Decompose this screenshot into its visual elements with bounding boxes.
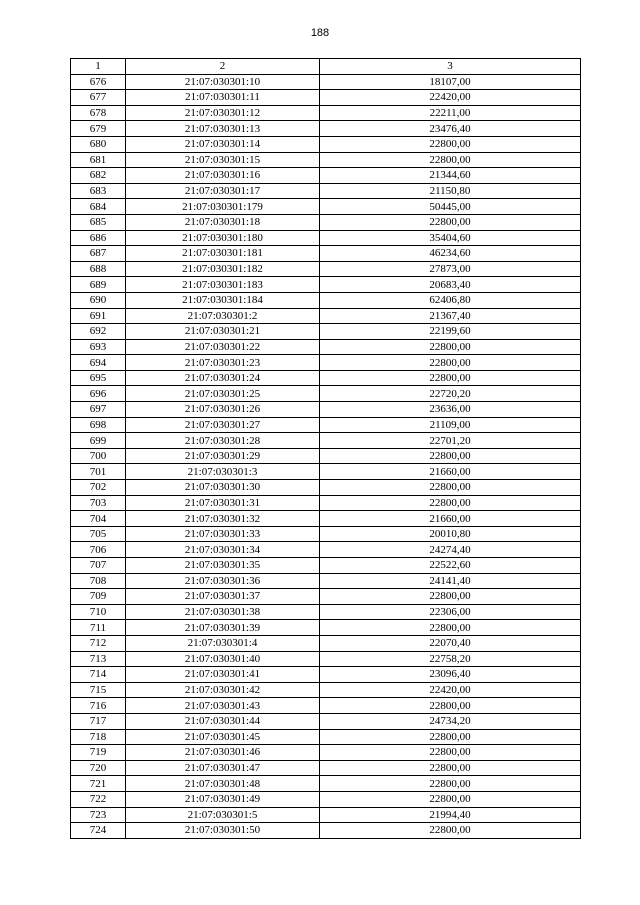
row-number-cell: 722: [71, 791, 126, 807]
table-row: [71, 199, 581, 215]
value-cell: 21344,60: [320, 168, 581, 184]
value-cell: 21660,00: [320, 511, 581, 527]
value-cell: 22800,00: [320, 370, 581, 386]
row-number-cell: 680: [71, 136, 126, 152]
row-number-cell: 711: [71, 620, 126, 636]
cadastral-number-cell: 21:07:030301:31: [126, 495, 320, 511]
row-number-cell: 719: [71, 745, 126, 761]
table-row: [71, 433, 581, 449]
row-number-cell: 695: [71, 370, 126, 386]
cadastral-number-cell: 21:07:030301:45: [126, 729, 320, 745]
value-cell: 22800,00: [320, 620, 581, 636]
table-row: [71, 308, 581, 324]
row-number-cell: 683: [71, 183, 126, 199]
row-number-cell: 702: [71, 480, 126, 496]
cadastral-number-cell: 21:07:030301:34: [126, 542, 320, 558]
cadastral-number-cell: 21:07:030301:12: [126, 105, 320, 121]
row-number-cell: 696: [71, 386, 126, 402]
cadastral-number-cell: 21:07:030301:180: [126, 230, 320, 246]
row-number-cell: 708: [71, 573, 126, 589]
value-cell: 22522,60: [320, 558, 581, 574]
value-cell: 21994,40: [320, 807, 581, 823]
value-cell: 22800,00: [320, 355, 581, 371]
cadastral-number-cell: 21:07:030301:27: [126, 417, 320, 433]
table-row: [71, 542, 581, 558]
row-number-cell: 685: [71, 214, 126, 230]
row-number-cell: 682: [71, 168, 126, 184]
row-number-cell: 684: [71, 199, 126, 215]
table-row: [71, 168, 581, 184]
column-header-2: 2: [126, 59, 320, 75]
table-row: [71, 807, 581, 823]
value-cell: 22306,00: [320, 604, 581, 620]
cadastral-number-cell: 21:07:030301:22: [126, 339, 320, 355]
table-row: [71, 152, 581, 168]
row-number-cell: 707: [71, 558, 126, 574]
row-number-cell: 697: [71, 402, 126, 418]
table-row: [71, 386, 581, 402]
value-cell: 22070,40: [320, 635, 581, 651]
row-number-cell: 718: [71, 729, 126, 745]
row-number-cell: 678: [71, 105, 126, 121]
row-number-cell: 704: [71, 511, 126, 527]
cadastral-number-cell: 21:07:030301:181: [126, 246, 320, 262]
row-number-cell: 694: [71, 355, 126, 371]
value-cell: 22800,00: [320, 823, 581, 839]
cadastral-number-cell: 21:07:030301:10: [126, 74, 320, 90]
table-row: [71, 729, 581, 745]
cadastral-number-cell: 21:07:030301:49: [126, 791, 320, 807]
table-row: [71, 246, 581, 262]
table-row: [71, 480, 581, 496]
row-number-cell: 677: [71, 90, 126, 106]
value-cell: 22800,00: [320, 448, 581, 464]
cadastral-number-cell: 21:07:030301:47: [126, 760, 320, 776]
table-row: [71, 370, 581, 386]
row-number-cell: 713: [71, 651, 126, 667]
value-cell: 27873,00: [320, 261, 581, 277]
row-number-cell: 698: [71, 417, 126, 433]
value-cell: 23636,00: [320, 402, 581, 418]
cadastral-number-cell: 21:07:030301:35: [126, 558, 320, 574]
table-row: [71, 495, 581, 511]
table-row: [71, 339, 581, 355]
row-number-cell: 701: [71, 464, 126, 480]
value-cell: 22800,00: [320, 214, 581, 230]
value-cell: 22758,20: [320, 651, 581, 667]
table-row: [71, 511, 581, 527]
value-cell: 22800,00: [320, 589, 581, 605]
table-row: [71, 121, 581, 137]
row-number-cell: 686: [71, 230, 126, 246]
cadastral-number-cell: 21:07:030301:39: [126, 620, 320, 636]
value-cell: 22800,00: [320, 776, 581, 792]
cadastral-number-cell: 21:07:030301:46: [126, 745, 320, 761]
table-row: [71, 713, 581, 729]
cadastral-number-cell: 21:07:030301:18: [126, 214, 320, 230]
row-number-cell: 724: [71, 823, 126, 839]
value-cell: 22800,00: [320, 495, 581, 511]
row-number-cell: 676: [71, 74, 126, 90]
column-header-1: 1: [71, 59, 126, 75]
cadastral-number-cell: 21:07:030301:32: [126, 511, 320, 527]
page-number: 188: [310, 27, 330, 39]
cadastral-number-cell: 21:07:030301:30: [126, 480, 320, 496]
cadastral-number-cell: 21:07:030301:5: [126, 807, 320, 823]
table-header: [71, 59, 581, 75]
value-cell: 22800,00: [320, 480, 581, 496]
value-cell: 22800,00: [320, 152, 581, 168]
value-cell: 22701,20: [320, 433, 581, 449]
value-cell: 22800,00: [320, 339, 581, 355]
cadastral-number-cell: 21:07:030301:41: [126, 667, 320, 683]
cadastral-number-cell: 21:07:030301:2: [126, 308, 320, 324]
column-header-3: 3: [320, 59, 581, 75]
table-row: [71, 214, 581, 230]
row-number-cell: 706: [71, 542, 126, 558]
table-row: [71, 776, 581, 792]
value-cell: 22199,60: [320, 324, 581, 340]
table-row: [71, 745, 581, 761]
value-cell: 22800,00: [320, 729, 581, 745]
cadastral-number-cell: 21:07:030301:15: [126, 152, 320, 168]
table-row: [71, 589, 581, 605]
value-cell: 18107,00: [320, 74, 581, 90]
row-number-cell: 691: [71, 308, 126, 324]
table-row: [71, 573, 581, 589]
row-number-cell: 720: [71, 760, 126, 776]
value-cell: 21150,80: [320, 183, 581, 199]
table-row: [71, 292, 581, 308]
row-number-cell: 710: [71, 604, 126, 620]
cadastral-number-cell: 21:07:030301:24: [126, 370, 320, 386]
row-number-cell: 723: [71, 807, 126, 823]
row-number-cell: 699: [71, 433, 126, 449]
cadastral-number-cell: 21:07:030301:17: [126, 183, 320, 199]
cadastral-number-cell: 21:07:030301:37: [126, 589, 320, 605]
row-number-cell: 714: [71, 667, 126, 683]
value-cell: 21660,00: [320, 464, 581, 480]
cadastral-number-cell: 21:07:030301:44: [126, 713, 320, 729]
table-row: [71, 324, 581, 340]
cadastral-number-cell: 21:07:030301:21: [126, 324, 320, 340]
cadastral-number-cell: 21:07:030301:42: [126, 682, 320, 698]
cadastral-number-cell: 21:07:030301:23: [126, 355, 320, 371]
value-cell: 24274,40: [320, 542, 581, 558]
table-row: [71, 667, 581, 683]
value-cell: 62406,80: [320, 292, 581, 308]
cadastral-number-cell: 21:07:030301:33: [126, 526, 320, 542]
cadastral-number-cell: 21:07:030301:183: [126, 277, 320, 293]
row-number-cell: 705: [71, 526, 126, 542]
table-row: [71, 604, 581, 620]
value-cell: 23096,40: [320, 667, 581, 683]
cadastral-number-cell: 21:07:030301:25: [126, 386, 320, 402]
cadastral-number-cell: 21:07:030301:14: [126, 136, 320, 152]
row-number-cell: 715: [71, 682, 126, 698]
table-row: [71, 136, 581, 152]
value-cell: 22800,00: [320, 760, 581, 776]
table-row: [71, 464, 581, 480]
cadastral-number-cell: 21:07:030301:3: [126, 464, 320, 480]
table-row: [71, 760, 581, 776]
cadastral-number-cell: 21:07:030301:182: [126, 261, 320, 277]
table-row: [71, 261, 581, 277]
cadastral-number-cell: 21:07:030301:38: [126, 604, 320, 620]
cadastral-number-cell: 21:07:030301:28: [126, 433, 320, 449]
row-number-cell: 721: [71, 776, 126, 792]
value-cell: 35404,60: [320, 230, 581, 246]
value-cell: 21367,40: [320, 308, 581, 324]
row-number-cell: 687: [71, 246, 126, 262]
row-number-cell: 679: [71, 121, 126, 137]
value-cell: 22800,00: [320, 136, 581, 152]
table-row: [71, 823, 581, 839]
cadastral-number-cell: 21:07:030301:4: [126, 635, 320, 651]
row-number-cell: 712: [71, 635, 126, 651]
value-cell: 22800,00: [320, 745, 581, 761]
cadastral-number-cell: 21:07:030301:13: [126, 121, 320, 137]
table-row: [71, 526, 581, 542]
value-cell: 22211,00: [320, 105, 581, 121]
cadastral-number-cell: 21:07:030301:36: [126, 573, 320, 589]
row-number-cell: 700: [71, 448, 126, 464]
value-cell: 46234,60: [320, 246, 581, 262]
value-cell: 24141,40: [320, 573, 581, 589]
data-table: [70, 58, 581, 839]
table-row: [71, 74, 581, 90]
value-cell: 20010,80: [320, 526, 581, 542]
cadastral-number-cell: 21:07:030301:179: [126, 199, 320, 215]
row-number-cell: 681: [71, 152, 126, 168]
cadastral-number-cell: 21:07:030301:26: [126, 402, 320, 418]
table-row: [71, 620, 581, 636]
value-cell: 23476,40: [320, 121, 581, 137]
row-number-cell: 716: [71, 698, 126, 714]
row-number-cell: 689: [71, 277, 126, 293]
row-number-cell: 703: [71, 495, 126, 511]
cadastral-number-cell: 21:07:030301:48: [126, 776, 320, 792]
value-cell: 22420,00: [320, 90, 581, 106]
table-row: [71, 558, 581, 574]
table-row: [71, 355, 581, 371]
cadastral-number-cell: 21:07:030301:50: [126, 823, 320, 839]
table-row: [71, 417, 581, 433]
value-cell: 22800,00: [320, 791, 581, 807]
table-row: [71, 682, 581, 698]
cadastral-number-cell: 21:07:030301:184: [126, 292, 320, 308]
table-header-row: [71, 59, 581, 75]
table-row: [71, 230, 581, 246]
row-number-cell: 690: [71, 292, 126, 308]
value-cell: 24734,20: [320, 713, 581, 729]
table-row: [71, 277, 581, 293]
value-cell: 22420,00: [320, 682, 581, 698]
table-row: [71, 448, 581, 464]
table-row: [71, 698, 581, 714]
value-cell: 21109,00: [320, 417, 581, 433]
table-row: [71, 90, 581, 106]
table-row: [71, 635, 581, 651]
row-number-cell: 717: [71, 713, 126, 729]
table-row: [71, 402, 581, 418]
row-number-cell: 688: [71, 261, 126, 277]
table-row: [71, 183, 581, 199]
cadastral-number-cell: 21:07:030301:40: [126, 651, 320, 667]
table-body: [71, 74, 581, 838]
table-row: [71, 651, 581, 667]
table-row: [71, 791, 581, 807]
value-cell: 22800,00: [320, 698, 581, 714]
table-row: [71, 105, 581, 121]
row-number-cell: 693: [71, 339, 126, 355]
cadastral-number-cell: 21:07:030301:16: [126, 168, 320, 184]
row-number-cell: 692: [71, 324, 126, 340]
cadastral-number-cell: 21:07:030301:29: [126, 448, 320, 464]
cadastral-number-cell: 21:07:030301:43: [126, 698, 320, 714]
value-cell: 20683,40: [320, 277, 581, 293]
row-number-cell: 709: [71, 589, 126, 605]
value-cell: 50445,00: [320, 199, 581, 215]
cadastral-number-cell: 21:07:030301:11: [126, 90, 320, 106]
value-cell: 22720,20: [320, 386, 581, 402]
